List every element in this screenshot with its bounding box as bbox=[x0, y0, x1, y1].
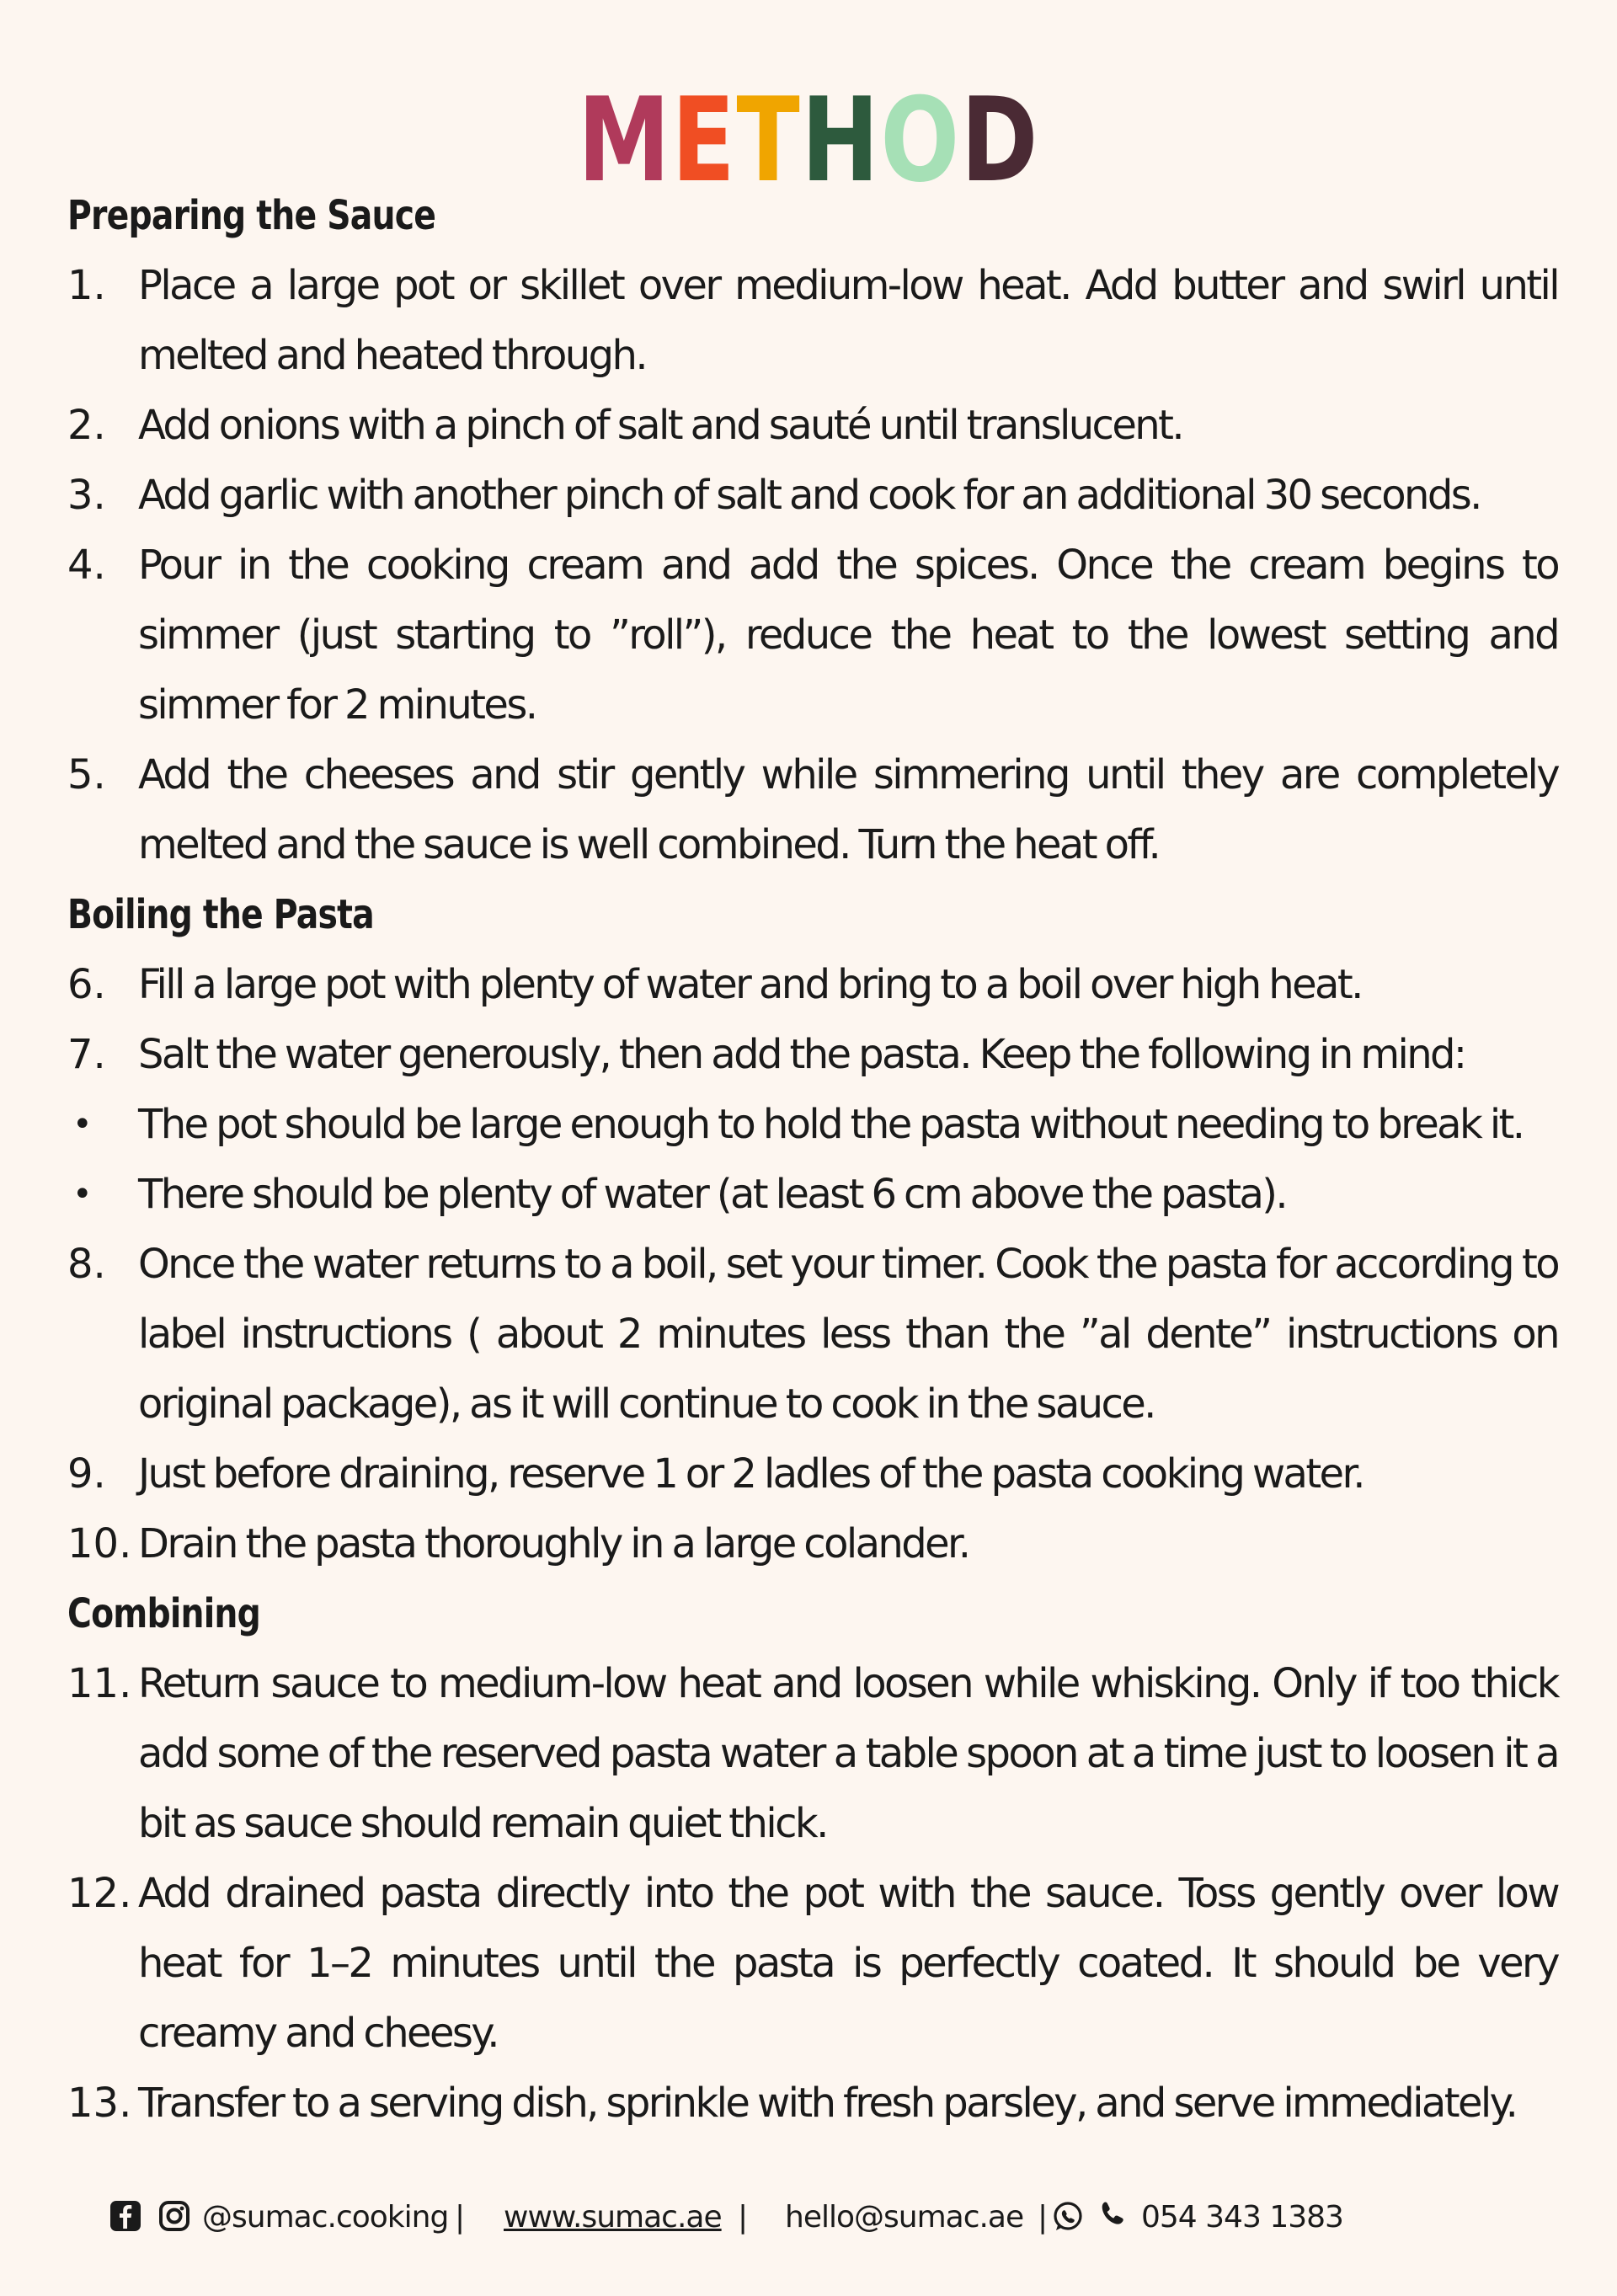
phone-number[interactable]: 054 343 1383 bbox=[1141, 2200, 1343, 2235]
step-number: 6. bbox=[67, 961, 106, 1008]
bullet-marker: • bbox=[72, 1105, 93, 1144]
step-text: Transfer to a serving dish, sprinkle with fresh parsley, and serve immediately. bbox=[138, 2080, 1517, 2127]
list-item bbox=[67, 251, 1558, 391]
step-text: Once the water returns to a boil, set your timer. Cook the pasta for according to label instructions ( about 2 minutes less than the ”al dente” instructions on original package), as it will continue to cook in the sauce. bbox=[138, 1241, 1558, 1428]
list-item bbox=[67, 1649, 1558, 1859]
list-item bbox=[67, 1020, 1558, 1090]
section-heading: Boiling the Pasta bbox=[67, 891, 374, 938]
step-number: 9. bbox=[67, 1450, 106, 1498]
list-item bbox=[67, 1439, 1558, 1509]
list-item bbox=[67, 461, 1558, 531]
list-item bbox=[67, 1230, 1558, 1439]
title-letter: O bbox=[880, 72, 961, 208]
title-letter: D bbox=[960, 72, 1040, 208]
bullet-item bbox=[67, 1160, 1558, 1230]
phone-icon[interactable] bbox=[1097, 2200, 1129, 2232]
step-number: 8. bbox=[67, 1241, 106, 1288]
step-number: 11. bbox=[67, 1660, 132, 1707]
section-heading: Preparing the Sauce bbox=[67, 192, 436, 239]
step-number: 5. bbox=[67, 751, 106, 798]
footer-separator: | bbox=[738, 2200, 748, 2235]
list-item bbox=[67, 950, 1558, 1020]
list-item bbox=[67, 391, 1558, 461]
method-content bbox=[67, 181, 1558, 2138]
social-handle[interactable]: @sumac.cooking bbox=[202, 2200, 449, 2235]
step-number: 2. bbox=[67, 402, 106, 449]
bullet-marker: • bbox=[72, 1175, 93, 1214]
whatsapp-icon[interactable] bbox=[1051, 2200, 1083, 2232]
list-item bbox=[67, 1509, 1558, 1579]
bullet-item bbox=[67, 1090, 1558, 1160]
step-text: Place a large pot or skillet over medium-low heat. Add butter and swirl until melted and heated through. bbox=[138, 262, 1558, 379]
facebook-icon[interactable] bbox=[109, 2200, 141, 2232]
step-text: Just before draining, reserve 1 or 2 ladles of the pasta cooking water. bbox=[138, 1450, 1364, 1498]
website-link[interactable]: www.sumac.ae bbox=[504, 2200, 722, 2235]
section-heading: Combining bbox=[67, 1590, 260, 1637]
step-text: Fill a large pot with plenty of water and bring to a boil over high heat. bbox=[138, 961, 1362, 1008]
step-number: 1. bbox=[67, 262, 106, 309]
step-text: Add the cheeses and stir gently while simmering until they are completely melted and the sauce is well combined. Turn the heat off. bbox=[138, 751, 1558, 868]
step-number: 4. bbox=[67, 542, 106, 589]
step-text: The pot should be large enough to hold the pasta without needing to break it. bbox=[138, 1101, 1524, 1148]
step-text: Drain the pasta thoroughly in a large colander. bbox=[138, 1520, 969, 1567]
email-link[interactable]: hello@sumac.ae bbox=[785, 2200, 1024, 2235]
step-number: 10. bbox=[67, 1520, 132, 1567]
list-item bbox=[67, 740, 1558, 880]
list-item bbox=[67, 531, 1558, 740]
step-number: 7. bbox=[67, 1031, 106, 1078]
footer-separator: | bbox=[455, 2200, 465, 2235]
title-letter: E bbox=[671, 72, 737, 208]
title-letter: H bbox=[801, 72, 881, 208]
step-number: 13. bbox=[67, 2080, 132, 2127]
step-number: 3. bbox=[67, 472, 106, 519]
list-item bbox=[67, 2069, 1558, 2138]
title-letter: T bbox=[736, 72, 802, 208]
step-text: Add drained pasta directly into the pot with the sauce. Toss gently over low heat for 1–2 minutes until the pasta is perfectly coated. It should be very creamy and cheesy. bbox=[138, 1870, 1558, 2057]
step-text: Pour in the cooking cream and add the spices. Once the cream begins to simmer (just starting to ”roll”), reduce the heat to the lowest setting and simmer for 2 minutes. bbox=[138, 542, 1558, 729]
list-item bbox=[67, 1859, 1558, 2069]
step-text: Add garlic with another pinch of salt and cook for an additional 30 seconds. bbox=[138, 472, 1481, 519]
instagram-icon[interactable] bbox=[158, 2200, 190, 2232]
footer bbox=[0, 2190, 1617, 2257]
title-letter: M bbox=[577, 72, 672, 208]
step-text: Add onions with a pinch of salt and sauté until translucent. bbox=[138, 402, 1182, 449]
step-text: There should be plenty of water (at least 6 cm above the pasta). bbox=[138, 1171, 1287, 1218]
step-text: Salt the water generously, then add the pasta. Keep the following in mind: bbox=[138, 1031, 1465, 1078]
footer-separator: | bbox=[1038, 2200, 1048, 2235]
step-number: 12. bbox=[67, 1870, 132, 1917]
step-text: Return sauce to medium-low heat and loosen while whisking. Only if too thick add some of the reserved pasta water a table spoon at a time just to loosen it a bit as sauce should remain quiet thick. bbox=[138, 1660, 1558, 1847]
